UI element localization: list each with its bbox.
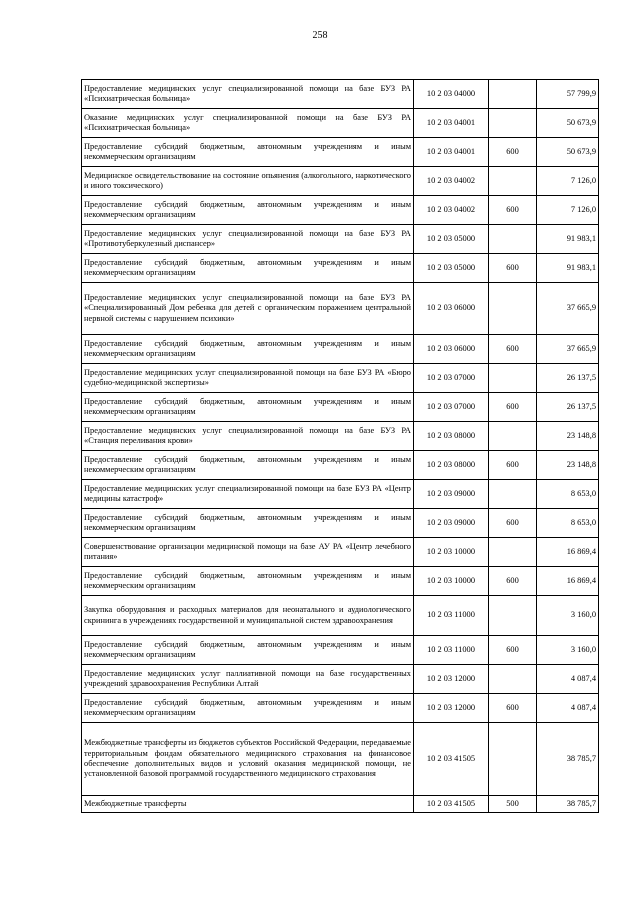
table-row: [82, 335, 599, 364]
row-expense-type: 600: [489, 393, 537, 422]
row-amount: 3 160,0: [537, 636, 599, 665]
row-expense-type: 600: [489, 567, 537, 596]
row-description: Предоставление субсидий бюджетным, автономным учреждениям и иным некоммерческим организациям: [82, 636, 414, 665]
row-description: Предоставление субсидий бюджетным, автономным учреждениям и иным некоммерческим организациям: [82, 694, 414, 723]
row-amount: 7 126,0: [537, 196, 599, 225]
row-code: 10 2 03 12000: [414, 665, 489, 694]
row-code: 10 2 03 12000: [414, 694, 489, 723]
row-description: Закупка оборудования и расходных материалов для неонатального и аудиологического скрининга в учреждениях государственной и муниципальной систем здравоохранения: [82, 596, 414, 636]
row-expense-type: [489, 480, 537, 509]
row-description: Предоставление медицинских услуг специализированной помощи на базе БУЗ РА «Противотуберкулезный диспансер»: [82, 225, 414, 254]
row-amount: 57 799,9: [537, 80, 599, 109]
row-expense-type: [489, 167, 537, 196]
row-expense-type: 600: [489, 636, 537, 665]
row-amount: 91 983,1: [537, 225, 599, 254]
row-code: 10 2 03 07000: [414, 393, 489, 422]
row-code: 10 2 03 06000: [414, 283, 489, 335]
row-code: 10 2 03 06000: [414, 335, 489, 364]
row-amount: 37 665,9: [537, 283, 599, 335]
row-code: 10 2 03 41505: [414, 723, 489, 796]
row-description: Предоставление медицинских услуг специализированной помощи на базе БУЗ РА «Специализированный Дом ребенка для детей с органическим поражением центральной нервной системы с нарушением психики»: [82, 283, 414, 335]
row-description: Предоставление субсидий бюджетным, автономным учреждениям и иным некоммерческим организациям: [82, 509, 414, 538]
row-description: Предоставление медицинских услуг специализированной помощи на базе БУЗ РА «Станция переливания крови»: [82, 422, 414, 451]
table-row: [82, 196, 599, 225]
row-amount: 4 087,4: [537, 665, 599, 694]
row-code: 10 2 03 05000: [414, 254, 489, 283]
row-description: Предоставление субсидий бюджетным, автономным учреждениям и иным некоммерческим организациям: [82, 393, 414, 422]
table-row: [82, 138, 599, 167]
row-code: 10 2 03 09000: [414, 480, 489, 509]
row-amount: 23 148,8: [537, 451, 599, 480]
row-amount: 50 673,9: [537, 138, 599, 167]
row-code: 10 2 03 11000: [414, 636, 489, 665]
row-expense-type: 600: [489, 254, 537, 283]
table-row: [82, 480, 599, 509]
budget-table: [81, 79, 599, 813]
row-expense-type: [489, 665, 537, 694]
row-expense-type: [489, 364, 537, 393]
row-code: 10 2 03 04002: [414, 196, 489, 225]
row-expense-type: [489, 723, 537, 796]
row-description: Межбюджетные трансферты из бюджетов субъектов Российской Федерации, передаваемые территориальным фондам обязательного медицинского страхования на финансовое обеспечение дополнительных видов и условий оказания медицинской помощи, не установленной базовой программой государственного медицинского страхования: [82, 723, 414, 796]
table-row: [82, 283, 599, 335]
row-code: 10 2 03 08000: [414, 422, 489, 451]
row-expense-type: 600: [489, 335, 537, 364]
row-code: 10 2 03 09000: [414, 509, 489, 538]
row-expense-type: 600: [489, 509, 537, 538]
row-description: Предоставление субсидий бюджетным, автономным учреждениям и иным некоммерческим организациям: [82, 254, 414, 283]
row-description: Предоставление субсидий бюджетным, автономным учреждениям и иным некоммерческим организациям: [82, 451, 414, 480]
row-amount: 16 869,4: [537, 567, 599, 596]
row-description: Предоставление медицинских услуг специализированной помощи на базе БУЗ РА «Бюро судебно-медицинской экспертизы»: [82, 364, 414, 393]
row-code: 10 2 03 04001: [414, 109, 489, 138]
row-amount: 8 653,0: [537, 480, 599, 509]
row-code: 10 2 03 07000: [414, 364, 489, 393]
table-row: [82, 109, 599, 138]
row-code: 10 2 03 10000: [414, 567, 489, 596]
row-amount: 7 126,0: [537, 167, 599, 196]
row-expense-type: [489, 283, 537, 335]
row-amount: 4 087,4: [537, 694, 599, 723]
table-row: [82, 422, 599, 451]
table-row: [82, 723, 599, 796]
row-description: Межбюджетные трансферты: [82, 796, 414, 813]
row-code: 10 2 03 04002: [414, 167, 489, 196]
row-amount: 26 137,5: [537, 364, 599, 393]
row-description: Оказание медицинских услуг специализированной помощи на базе БУЗ РА «Психиатрическая больница»: [82, 109, 414, 138]
page-number: 258: [312, 30, 328, 41]
row-expense-type: [489, 109, 537, 138]
row-code: 10 2 03 04001: [414, 138, 489, 167]
row-description: Предоставление медицинских услуг специализированной помощи на базе БУЗ РА «Психиатрическая больница»: [82, 80, 414, 109]
row-expense-type: [489, 80, 537, 109]
row-amount: 37 665,9: [537, 335, 599, 364]
row-expense-type: 600: [489, 196, 537, 225]
table-row: [82, 254, 599, 283]
row-expense-type: [489, 596, 537, 636]
row-code: 10 2 03 11000: [414, 596, 489, 636]
table-row: [82, 393, 599, 422]
row-description: Предоставление субсидий бюджетным, автономным учреждениям и иным некоммерческим организациям: [82, 196, 414, 225]
row-amount: 8 653,0: [537, 509, 599, 538]
row-expense-type: 600: [489, 451, 537, 480]
row-amount: 26 137,5: [537, 393, 599, 422]
row-description: Предоставление медицинских услуг паллиативной помощи на базе государственных учреждений здравоохранения Республики Алтай: [82, 665, 414, 694]
table-row: [82, 167, 599, 196]
row-description: Предоставление субсидий бюджетным, автономным учреждениям и иным некоммерческим организациям: [82, 335, 414, 364]
table-row: [82, 509, 599, 538]
table-row: [82, 225, 599, 254]
table-row: [82, 596, 599, 636]
row-expense-type: [489, 538, 537, 567]
table-row: [82, 538, 599, 567]
row-code: 10 2 03 10000: [414, 538, 489, 567]
table-row: [82, 80, 599, 109]
table-row: [82, 567, 599, 596]
row-expense-type: 600: [489, 694, 537, 723]
row-code: 10 2 03 05000: [414, 225, 489, 254]
row-expense-type: [489, 422, 537, 451]
row-description: Совершенствование организации медицинской помощи на базе АУ РА «Центр лечебного питания»: [82, 538, 414, 567]
row-amount: 38 785,7: [537, 796, 599, 813]
row-amount: 91 983,1: [537, 254, 599, 283]
row-amount: 16 869,4: [537, 538, 599, 567]
row-code: 10 2 03 41505: [414, 796, 489, 813]
row-expense-type: 500: [489, 796, 537, 813]
row-code: 10 2 03 04000: [414, 80, 489, 109]
row-description: Медицинское освидетельствование на состояние опьянения (алкогольного, наркотического и иного токсического): [82, 167, 414, 196]
row-expense-type: 600: [489, 138, 537, 167]
row-description: Предоставление субсидий бюджетным, автономным учреждениям и иным некоммерческим организациям: [82, 567, 414, 596]
row-expense-type: [489, 225, 537, 254]
table-row: [82, 451, 599, 480]
row-code: 10 2 03 08000: [414, 451, 489, 480]
row-description: Предоставление медицинских услуг специализированной помощи на базе БУЗ РА «Центр медицины катастроф»: [82, 480, 414, 509]
table-row: [82, 694, 599, 723]
row-amount: 50 673,9: [537, 109, 599, 138]
table-row: [82, 665, 599, 694]
row-amount: 38 785,7: [537, 723, 599, 796]
row-amount: 3 160,0: [537, 596, 599, 636]
table-row: [82, 636, 599, 665]
table-row: [82, 364, 599, 393]
row-description: Предоставление субсидий бюджетным, автономным учреждениям и иным некоммерческим организациям: [82, 138, 414, 167]
row-amount: 23 148,8: [537, 422, 599, 451]
table-row: [82, 796, 599, 813]
